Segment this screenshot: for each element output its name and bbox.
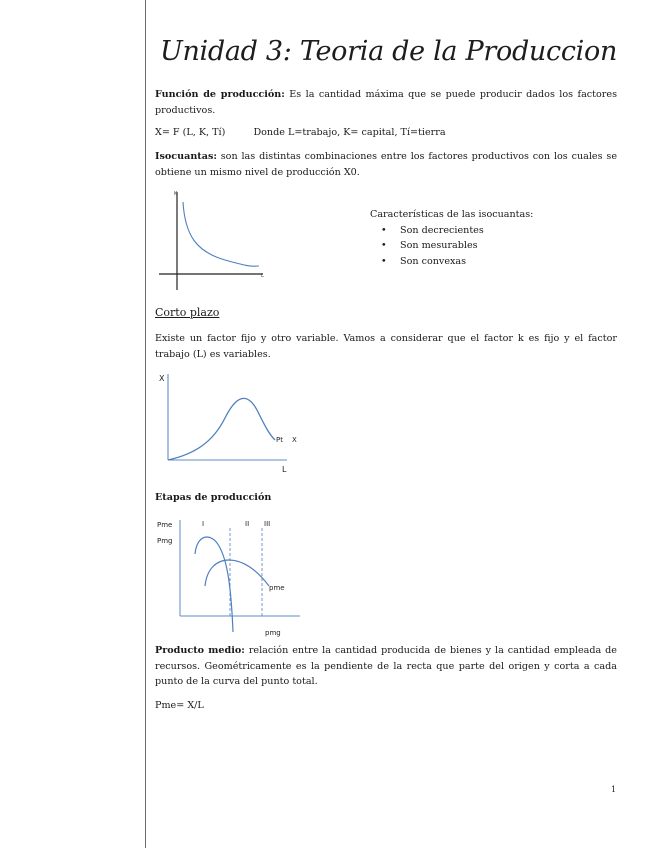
isocuanta-curve [183,202,259,266]
producto-medio-formula: Pme= X/L [155,700,204,711]
etapa-1-label: I [202,520,205,528]
funcion-text: Es la cantidad máxima que se puede producir dados los factores productivos. [155,89,617,116]
pt-curve-label-x: X [292,436,297,444]
funcion-term: Función de producción: [155,89,285,100]
etapas-pme-axis-label: Pme [157,521,173,529]
funcion-paragraph [155,87,617,118]
caracteristica-item: • Son convexas [400,254,533,270]
producto-medio-term: Producto medio: [155,645,245,656]
corto-plazo-heading: Corto plazo [155,306,220,319]
isocuantas-y-label: K [174,191,178,197]
pt-x-label: L [282,465,287,474]
etapas-chart [155,514,305,640]
corto-plazo-paragraph: Existe un factor fijo y otro variable. Vamos a considerar que el factor k es fijo y el factor trabajo (L) es variables. [155,333,617,360]
isocuantas-paragraph [155,149,617,180]
etapa-3-label: III [264,520,271,528]
producto-medio-paragraph [155,643,617,690]
etapas-pmg-axis-label: Pmg [157,537,173,545]
pmg-curve-label: pmg [265,629,281,637]
formula-where: Donde L=trabajo, K= capital, Tí=tierra [253,127,446,138]
caracteristicas-heading: Características de las isocuantas: [370,209,534,220]
etapa-2-label: II [245,520,250,528]
pt-y-label: X [159,374,165,383]
isocuantas-chart [155,186,270,294]
pme-curve [205,560,269,586]
isocuantas-text: son las distintas combinaciones entre los factores productivos con los cuales se obtiene un mismo nivel de producción X0. [155,151,617,178]
caracteristica-item: • Son decrecientes [400,223,533,239]
pt-curve-label: Pt [276,436,283,444]
page-margin-line [145,0,146,848]
pme-curve-label: pme [269,584,285,592]
page-title: Unidad 3: Teoria de la Produccion [160,36,618,67]
page-number: 1 [611,785,617,794]
pmg-curve [195,537,233,632]
pt-curve [168,398,275,460]
caracteristicas-list [370,207,533,269]
producto-medio-text: relación entre la cantidad producida de bienes y la cantidad empleada de recursos. Geométricamente es la pendiente de la recta que parte del origen y corta a cada punto de la curva del punto total. [155,645,617,687]
producto-total-chart [155,368,305,476]
isocuantas-term: Isocuantas: [155,151,217,162]
isocuantas-x-label: L [261,273,264,279]
etapas-heading: Etapas de producción [155,492,272,503]
formula-line [155,125,617,141]
caracteristica-item: • Son mesurables [400,238,533,254]
formula-equation: X= F (L, K, Tí) [155,127,226,138]
